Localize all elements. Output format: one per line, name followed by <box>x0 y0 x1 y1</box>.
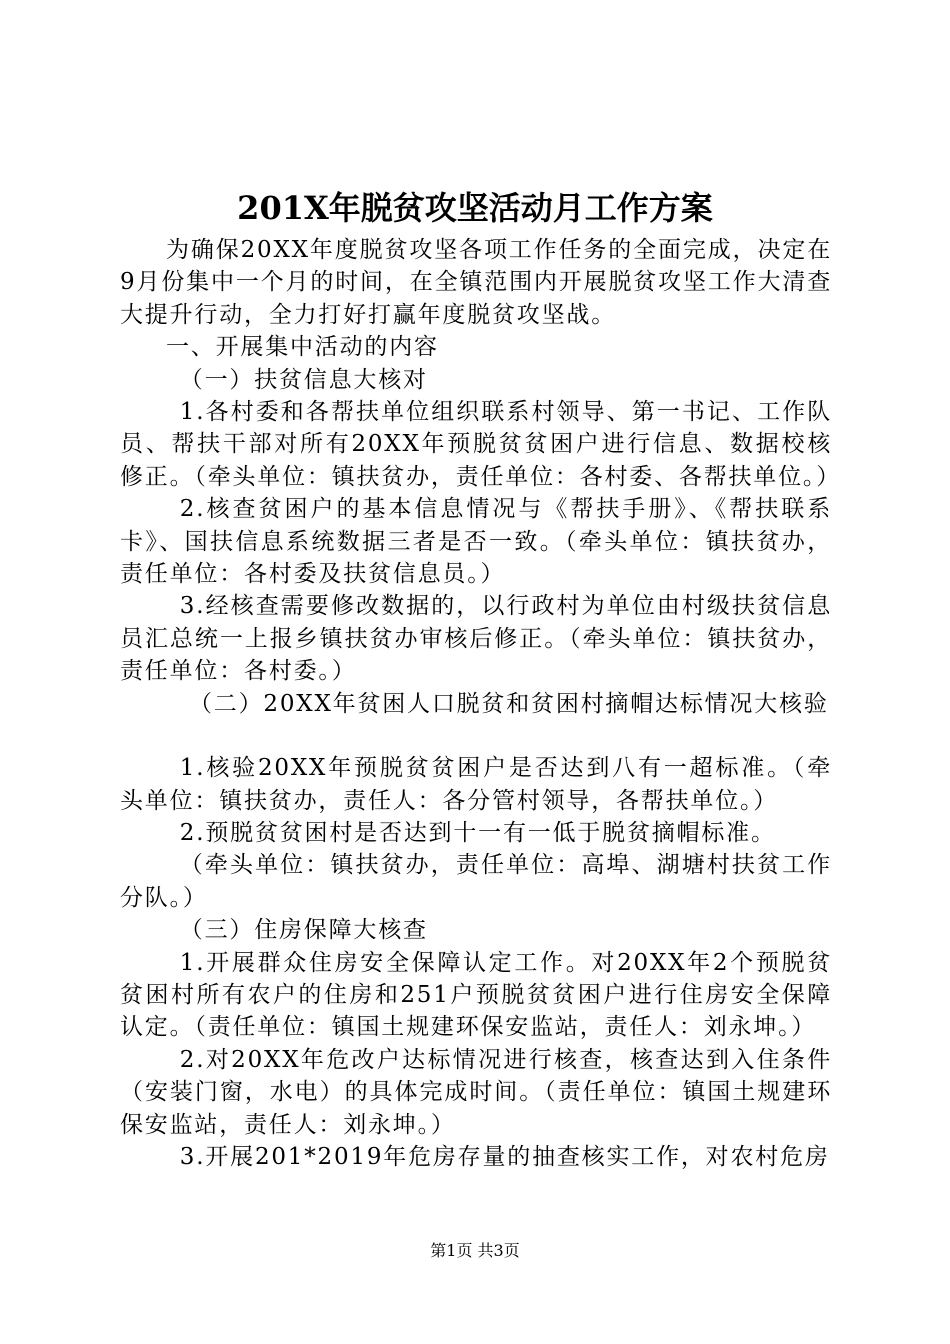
paragraph-item: 1.各村委和各帮扶单位组织联系村领导、第一书记、工作队员、帮扶干部对所有20XX年预脱贫贫困户进行信息、数据校核修正。（牵头单位：镇扶贫办，责任单位：各村委、各帮扶单位。） <box>120 399 841 490</box>
paragraph-item-continuation: （牵头单位：镇扶贫办，责任单位：高埠、湖塘村扶贫工作分队。） <box>120 852 832 911</box>
paragraph-item: 3.经核查需要修改数据的，以行政村为单位由村级扶贫信息员汇总统一上报乡镇扶贫办审核后修正。（牵头单位：镇扶贫办，责任单位：各村委。） <box>120 593 832 685</box>
paragraph-item: 1.开展群众住房安全保障认定工作。对20XX年2个预脱贫贫困村所有农户的住房和251户预脱贫贫困户进行住房安全保障认定。（责任单位：镇国土规建环保安监站，责任人：刘永坤。） <box>120 949 832 1041</box>
subsection-heading-2: （二）20XX年贫困人口脱贫和贫困村摘帽达标情况大核验 <box>189 690 829 717</box>
paragraph-item: 1.核验20XX年预脱贫贫困户是否达到八有一超标准。（牵头单位：镇扶贫办，责任人：各分管村领导，各帮扶单位。） <box>120 755 832 814</box>
page-number-footer: 第1页 共3页 <box>430 1241 520 1260</box>
section-heading-1: 一、开展集中活动的内容 <box>166 334 439 361</box>
paragraph-item: 2.预脱贫贫困村是否达到十一有一低于脱贫摘帽标准。 <box>179 819 776 846</box>
subsection-heading-1: （一）扶贫信息大核对 <box>179 366 428 393</box>
paragraph-item: 2.核查贫困户的基本信息情况与《帮扶手册》、《帮扶联系卡》、国扶信息系统数据三者是否一致。（牵头单位：镇扶贫办，责任单位：各村委及扶贫信息员。） <box>120 496 832 588</box>
document-body <box>120 234 841 1173</box>
paragraph-item: 2.对20XX年危改户达标情况进行核查，核查达到入住条件（安装门窗，水电）的具体完成时间。（责任单位：镇国土规建环保安监站，责任人：刘永坤。） <box>120 1046 832 1138</box>
subsection-heading-3: （三）住房保障大核查 <box>179 917 428 944</box>
paragraph-intro: 为确保20XX年度脱贫攻坚各项工作任务的全面完成，决定在9月份集中一个月的时间，在全镇范围内开展脱贫攻坚工作大清查大提升行动，全力打好打赢年度脱贫攻坚战。 <box>120 237 832 328</box>
paragraph-item: 3.开展201*2019年危房存量的抽查核实工作，对农村危房 <box>179 1143 830 1170</box>
document-title: 201X年脱贫攻坚活动月工作方案 <box>237 189 713 227</box>
